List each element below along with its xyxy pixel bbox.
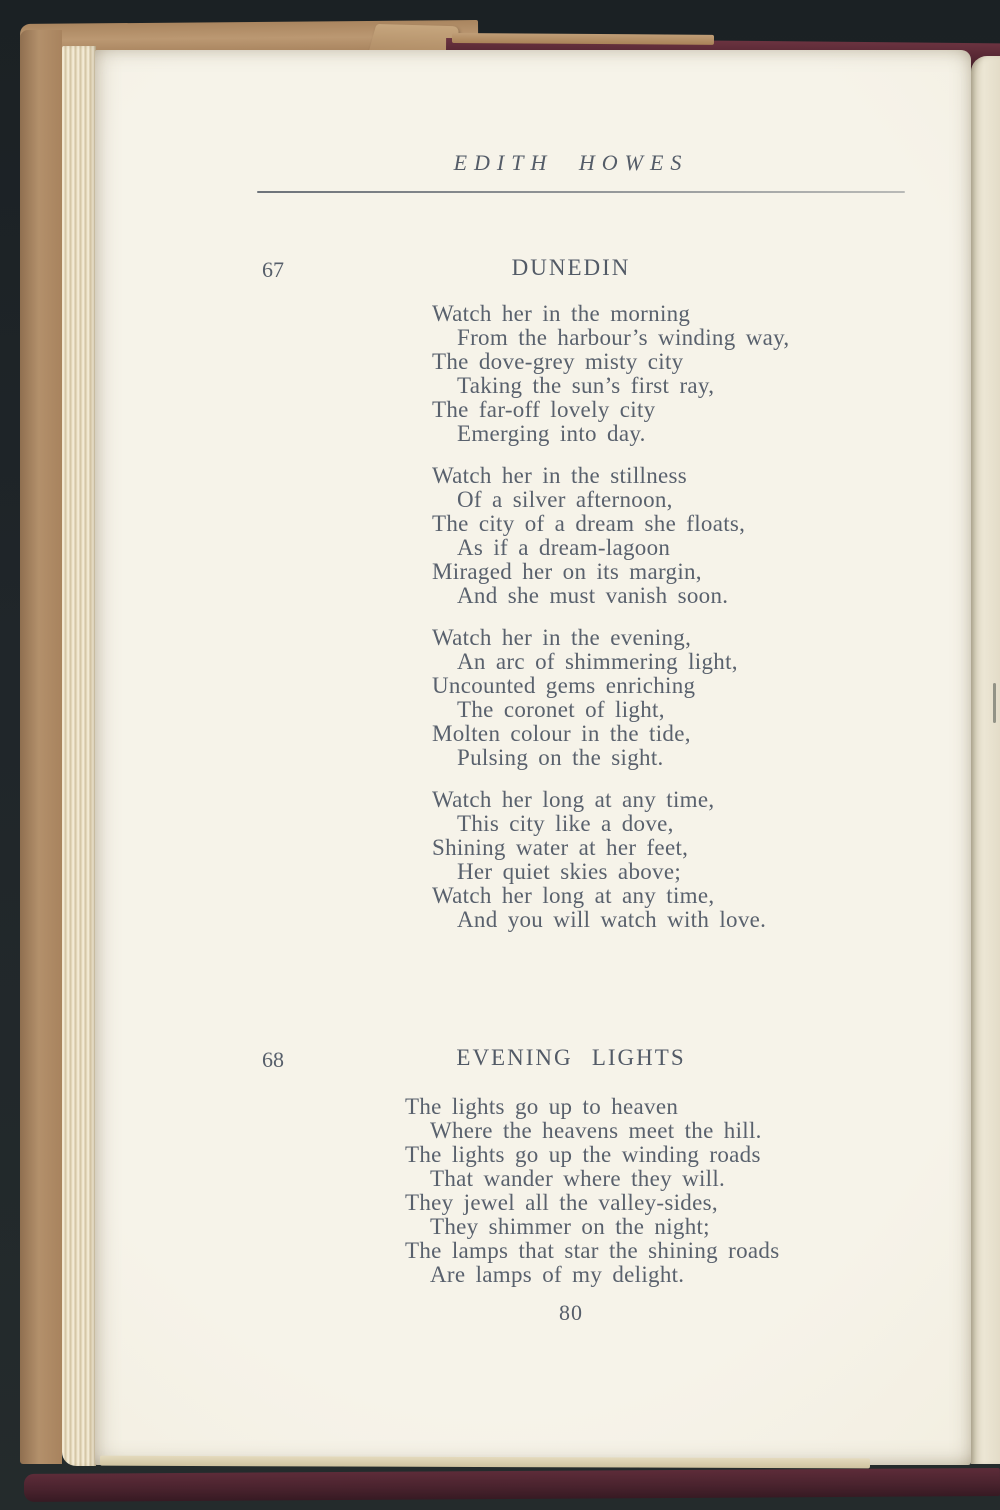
poem-line: Of a silver afternoon, [457,487,673,512]
poem-body [432,302,790,950]
poem-line: This city like a dove, [457,811,674,836]
stanza [432,464,790,608]
poem-line: As if a dream-lagoon [457,535,671,560]
running-header: EDITH HOWES [453,150,689,175]
poem-title: EVENING LIGHTS [456,1045,686,1070]
poem-number: 68 [262,1047,284,1072]
book-cover-edge-bottom [24,1468,1000,1502]
page-bottom-edge [100,1456,870,1469]
header-rule [257,191,905,193]
poem-line: Pulsing on the sight. [457,745,664,770]
poem-line: The dove-grey misty city [432,349,684,374]
poem-line: Are lamps of my delight. [430,1262,685,1287]
cover-edge-overlap [452,33,714,45]
page-edge-mark [993,683,996,723]
poem-line: The lights go up the winding roads [405,1142,761,1167]
poem-line: Molten colour in the tide, [432,721,691,746]
poem-line: Watch her in the morning [432,301,691,326]
poem-line: Taking the sun’s first ray, [457,373,715,398]
poem-line: Watch her long at any time, [432,787,715,812]
poem-number: 67 [262,257,284,282]
poem-line: Emerging into day. [457,421,646,446]
poem-line: The city of a dream she floats, [432,511,746,536]
poem-line: Watch her long at any time, [432,883,715,908]
poem-line: That wander where they will. [430,1166,726,1191]
poem-line: And you will watch with love. [457,907,767,932]
facing-page-edge-right [971,56,1000,1464]
poem-title: DUNEDIN [511,255,631,280]
poem-body [405,1095,779,1305]
poem-line: Her quiet skies above; [457,859,682,884]
poem-line: Uncounted gems enriching [432,673,696,698]
stanza [432,626,790,770]
poem-line: An arc of shimmering light, [457,649,738,674]
poem-line: The lights go up to heaven [405,1094,679,1119]
poem-line: Watch her in the evening, [432,625,692,650]
poem-line: They shimmer on the night; [430,1214,710,1239]
stanza [432,788,790,932]
page-edge-stack-left [62,46,96,1466]
poem-line: Shining water at her feet, [432,835,689,860]
poem-line: And she must vanish soon. [457,583,729,608]
stanza [432,302,790,446]
poem-line: Miraged her on its margin, [432,559,702,584]
poem-line: Where the heavens meet the hill. [430,1118,762,1143]
poem-line: The far-off lovely city [432,397,656,422]
poem-line: The lamps that star the shining roads [405,1238,780,1263]
poem-line: They jewel all the valley-sides, [405,1190,718,1215]
poem-line: From the harbour’s winding way, [457,325,790,350]
page-number: 80 [559,1300,583,1325]
book-cover-edge-left [20,30,62,1464]
stanza [405,1095,779,1287]
poem-line: Watch her in the stillness [432,463,688,488]
poem-line: The coronet of light, [457,697,665,722]
